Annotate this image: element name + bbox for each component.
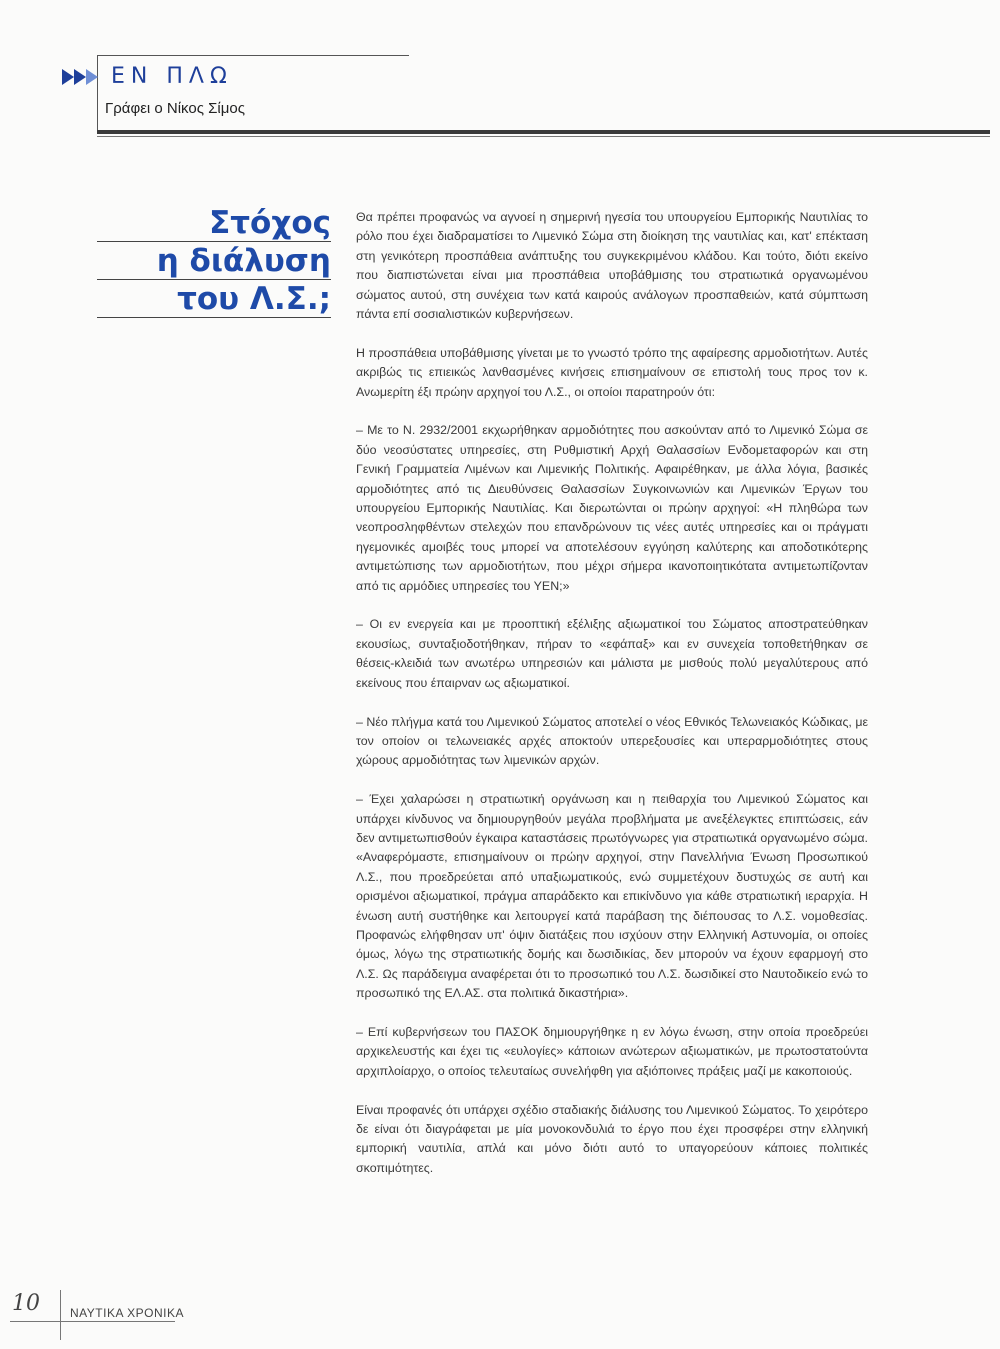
article-paragraph: Η προσπάθεια υποβάθμισης γίνεται με το γνωστό τρόπο της αφαίρεσης αρμοδιοτήτων. Αυτές ακριβώς τις επιεικώς λανθασμένες κινήσεις επισημαίνουν σε επιστολή τους προς τον κ. Ανωμερίτη έξι πρώην αρχηγοί του Λ.Σ., οι οποίοι παρατηρούν ότι: — [356, 345, 868, 399]
footer-vertical-rule — [60, 1290, 61, 1340]
article-paragraph: Είναι προφανές ότι υπάρχει σχέδιο σταδιακής διάλυσης του Λιμενικού Σώματος. Το χειρότερο δε είναι ότι διαγράφεται με μία μονοκονδυλιά το έργο που έχει προσφέρει στην ελληνική εμπορική ναυτιλία, απλά και μόνο διότι αυτό το υπαγορεύουν κάποιες πολιτικές σκοπιμότητες. — [356, 1102, 868, 1175]
page-number: 10 — [12, 1291, 40, 1316]
headline-line: του Λ.Σ.; — [97, 280, 331, 318]
section-title: ΕΝ ΠΛΩ — [111, 64, 233, 89]
article-paragraph: – Έχει χαλαρώσει η στρατιωτική οργάνωση και η πειθαρχία του Λιμενικού Σώματος και υπάρχει κίνδυνος να δημιουργηθούν μεγάλα προβλήματα με ανεξέλεγκτες επιπτώσεις, εάν δεν αντιμετωπισθούν έγκαιρα καταστάσεις πρωτόγνωρες για στρατιωτικά οργανωμένο σώμα. «Αναφερόμαστε, επισημαίνουν οι πρώην αρχηγοί, στην Πανελλήνια Ένωση Προσωπικού Λ.Σ., που προεδρεύεται από υπαξιωματικούς, ενώ συμμετέχουν δυστυχώς σε αυτή και ορισμένοι αξιωματικοί, πράγμα απαράδεκτο και επικίνδυνο για κάθε στρατιωτική ιεραρχία. Η ένωση αυτή συστήθηκε και λειτουργεί κατά παράβαση της διέπουσας το Λ.Σ. νομοθεσίας. Προφανώς ελήφθησαν υπ' όψιν διατάξεις που ισχύουν στην Ελληνική Αστυνομία, οι οποίες όμως, λόγω της στρατιωτικής δομής και δωσιδικίας, δεν μπορούν να έχουν εφαρμογή στο Λ.Σ. Ως παράδειγμα αναφέρεται ότι το προσωπικό του Λ.Σ. δωσιδικεί στο Ναυτοδικείο ενώ το προσωπικό της ΕΛ.ΑΣ. στα πολιτικά δικαστήρια». — [356, 792, 868, 1001]
article-body — [356, 208, 868, 1198]
article-paragraph: – Επί κυβερνήσεων του ΠΑΣΟΚ δημιουργήθηκε η εν λόγω ένωση, στην οποία προεδρεύει αρχικελευστής και έχει τις «ευλογίες» κάποιων ανώτερων αξιωματικών, με πρωτοστατούντα αρχιπλοίαρχο, ο οποίος τελευταίως συνελήφθη για αξιόποινες πράξεις μαζί με κακοποιούς. — [356, 1024, 868, 1078]
header-divider-thin — [97, 136, 990, 137]
article-paragraph: Θα πρέπει προφανώς να αγνοεί η σημερινή ηγεσία του υπουργείου Εμπορικής Ναυτιλίας το ρόλο που έχει διαδραματίσει το Λιμενικό Σώμα στη διοίκηση της ναυτιλίας και, κατ' επέκταση στη γενικότερη προσπάθεια ανάπτυξης του συγκεκριμένου κλάδου. Και τούτο, διότι εκείνο που διαπιστώνεται είναι μια προσπάθεια υποβάθμισης του στρατιωτικά οργανωμένου σώματος αυτού, στη συνέχεια των κατά καιρούς ανάλογων προσπαθειών, κατά σύμπτωση πάντα επί σοσιαλιστικών κυβερνήσεων. — [356, 210, 868, 322]
article-paragraph: – Οι εν ενεργεία και με προοπτική εξέλιξης αξιωματικοί του Σώματος αποστρατεύθηκαν εκουσίως, συνταξιοδοτήθηκαν, πήραν το «εφάπαξ» και εν συνεχεία τοποθετήθηκαν σε θέσεις-κλειδιά των ανωτέρω υπηρεσιών και μάλιστα με μισθούς πολύ μεγαλύτερους από εκείνους που έπαιρναν ως αξιωματικοί. — [356, 617, 868, 690]
article-paragraph: – Νέο πλήγμα κατά του Λιμενικού Σώματος αποτελεί ο νέος Εθνικός Τελωνειακός Κώδικας, με τον οποίον οι τελωνειακές αρχές αποκτούν υπερεξουσίες και υπεραρμοδιότητες στους χώρους αρμοδιότητας των λιμενικών αρχών. — [356, 714, 868, 768]
headline-line: Στόχος — [97, 204, 331, 242]
headline — [97, 204, 331, 318]
magazine-name: ΝΑΥΤΙΚΑ ΧΡΟΝΙΚΑ — [70, 1306, 184, 1320]
footer-horizontal-rule — [10, 1321, 175, 1322]
article-paragraph: – Με το Ν. 2932/2001 εκχωρήθηκαν αρμοδιότητες που ασκούνταν από το Λιμενικό Σώμα σε δύο νεοσύστατες υπηρεσίες, στη Ρυθμιστική Αρχή Θαλασσίων Ενδομεταφορών και στη Γενική Γραμματεία Λιμένων και Λιμενικής Πολιτικής. Αφαιρέθηκαν, με άλλα λόγια, βασικές αρμοδιότητες από τις Διευθύνσεις Θαλασσίων Συγκοινωνιών και Λιμενικών Έργων του υπουργείου Εμπορικής Ναυτιλίας. Και διερωτώνται οι πρώην αρχηγοί: «Η πληθώρα των νεοπροσληφθέντων στελεχών που επανδρώνουν τις νέες αυτές υπηρεσίες και οι πράγματι ηγεμονικές αμοιβές τους μπορεί να αποτελέσουν εγγύηση καλύτερης και αποδοτικότερης αντιμετώπισης των αρμοδιοτήτων, που μέχρι σήμερα ικανοποιητικότατα αντιμετωπίζονταν από τις αρμόδιες υπηρεσίες του ΥΕΝ;» — [356, 423, 868, 593]
byline: Γράφει ο Νίκος Σίμος — [105, 100, 245, 117]
triple-arrow-icon — [62, 67, 104, 87]
header-divider-bar — [97, 130, 990, 134]
header-top-rule — [97, 55, 409, 56]
headline-line: η διάλυση — [97, 242, 331, 280]
